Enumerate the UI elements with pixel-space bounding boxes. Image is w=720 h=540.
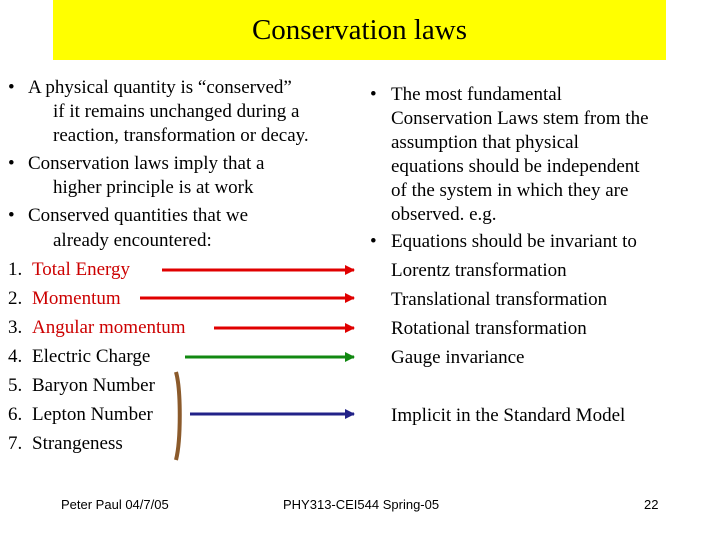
bullet-text: of the system in which they are	[391, 180, 629, 201]
bullet-marker: •	[370, 231, 377, 252]
invariance-item: Gauge invariance	[391, 347, 525, 368]
bullet-text: equations should be independent	[391, 156, 640, 177]
bullet-text: The most fundamental	[391, 84, 562, 105]
bullet-marker: •	[8, 153, 15, 174]
list-item: Strangeness	[32, 433, 123, 454]
list-item: Angular momentum	[32, 317, 186, 338]
implicit-note: Implicit in the Standard Model	[391, 405, 626, 426]
bullet-text: higher principle is at work	[53, 177, 254, 198]
list-item: Total Energy	[32, 259, 131, 280]
invariance-item: Rotational transformation	[391, 318, 587, 339]
list-item: Baryon Number	[32, 375, 155, 396]
list-item: Lepton Number	[32, 404, 153, 425]
list-number: 5.	[8, 375, 23, 396]
bullet-text: Equations should be invariant to	[391, 231, 637, 252]
bullet-text: Conservation laws imply that a	[28, 153, 265, 174]
invariance-item: Lorentz transformation	[391, 260, 567, 281]
footer-course: PHY313-CEI544 Spring-05	[283, 497, 440, 512]
list-number: 7.	[8, 433, 23, 454]
list-number: 6.	[8, 404, 23, 425]
bullet-text: already encountered:	[53, 230, 212, 251]
bullet-text: Conservation Laws stem from the	[391, 108, 649, 129]
bullet-text: assumption that physical	[391, 132, 579, 153]
bullet-marker: •	[8, 205, 15, 226]
bullet-text: reaction, transformation or decay.	[53, 125, 309, 146]
list-item: Electric Charge	[32, 346, 151, 367]
bullet-text: if it remains unchanged during a	[53, 101, 300, 122]
list-number: 3.	[8, 317, 23, 338]
list-number: 4.	[8, 346, 23, 367]
bullet-text: observed. e.g.	[391, 204, 497, 225]
list-item: Momentum	[32, 288, 121, 309]
footer-page-number: 22	[644, 497, 659, 512]
list-number: 1.	[8, 259, 23, 280]
invariance-item: Translational transformation	[391, 289, 608, 310]
bracket	[176, 372, 180, 460]
bullet-text: Conserved quantities that we	[28, 205, 249, 226]
footer-author: Peter Paul 04/7/05	[61, 497, 169, 512]
bullet-marker: •	[370, 84, 377, 105]
list-number: 2.	[8, 288, 23, 309]
slide-title: Conservation laws	[251, 14, 468, 46]
bullet-marker: •	[8, 77, 15, 98]
bullet-text: A physical quantity is “conserved”	[28, 77, 292, 98]
